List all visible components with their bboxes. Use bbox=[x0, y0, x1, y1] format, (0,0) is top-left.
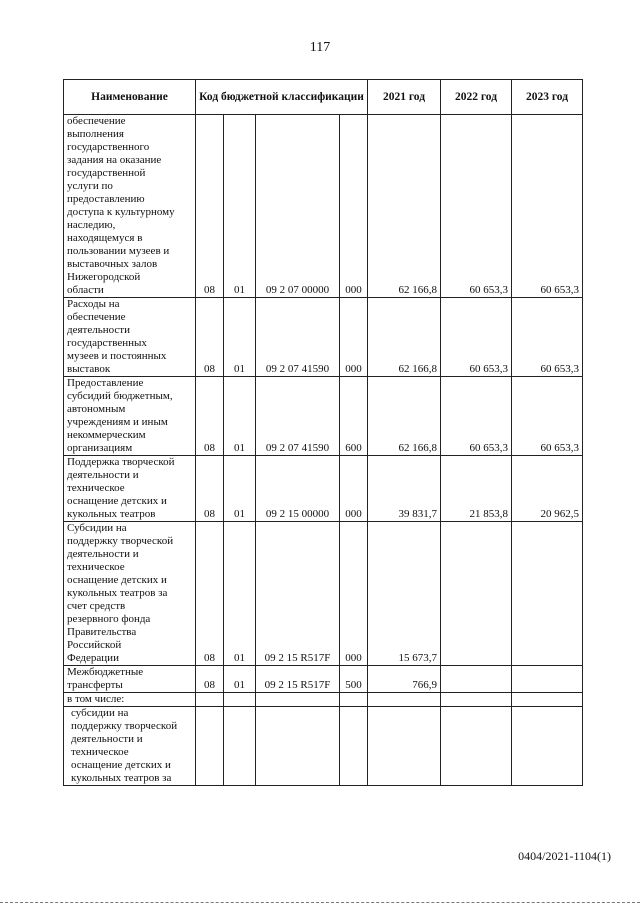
value-2023 bbox=[512, 522, 583, 666]
page-number: 117 bbox=[309, 40, 331, 55]
table-row bbox=[64, 522, 583, 666]
table-header-row bbox=[64, 80, 583, 115]
code-subsection: 01 bbox=[224, 298, 256, 377]
code-section: 08 bbox=[196, 666, 224, 693]
table-row bbox=[64, 693, 583, 707]
code-section bbox=[196, 693, 224, 707]
value-2023 bbox=[512, 666, 583, 693]
row-name: Поддержка творческой деятельности и техническое оснащение детских и кукольных театров bbox=[64, 456, 196, 522]
value-2022: 60 653,3 bbox=[441, 377, 512, 456]
row-name: Субсидии на поддержку творческой деятельности и техническое оснащение детских и кукольных театров за счет средств резервного фонда Правительства Российской Федерации bbox=[64, 522, 196, 666]
code-subsection bbox=[224, 693, 256, 707]
header-2021: 2021 год bbox=[368, 80, 441, 115]
code-target: 09 2 15 R517F bbox=[256, 666, 340, 693]
code-section: 08 bbox=[196, 115, 224, 298]
code-expense-type bbox=[340, 693, 368, 707]
value-2021: 39 831,7 bbox=[368, 456, 441, 522]
header-2023: 2023 год bbox=[512, 80, 583, 115]
value-2022 bbox=[441, 707, 512, 786]
code-target: 09 2 07 41590 bbox=[256, 298, 340, 377]
row-name: в том числе: bbox=[64, 693, 196, 707]
row-name: субсидии на поддержку творческой деятельности и техническое оснащение детских и кукольных театров за bbox=[64, 707, 196, 786]
code-target: 09 2 07 41590 bbox=[256, 377, 340, 456]
value-2023 bbox=[512, 707, 583, 786]
header-2022: 2022 год bbox=[441, 80, 512, 115]
row-name: обеспечение выполнения государственного задания на оказание государственной услуги по предоставлению доступа к культурному наследию, находящемуся в пользовании музеев и выставочных залов Нижегородской области bbox=[64, 115, 196, 298]
value-2021: 62 166,8 bbox=[368, 298, 441, 377]
document-number: 0404/2021-1104(1) bbox=[518, 849, 611, 863]
table-row bbox=[64, 115, 583, 298]
value-2023: 60 653,3 bbox=[512, 377, 583, 456]
code-target: 09 2 07 00000 bbox=[256, 115, 340, 298]
code-target: 09 2 15 00000 bbox=[256, 456, 340, 522]
code-expense-type: 000 bbox=[340, 115, 368, 298]
value-2022: 60 653,3 bbox=[441, 115, 512, 298]
value-2021 bbox=[368, 707, 441, 786]
code-subsection: 01 bbox=[224, 115, 256, 298]
code-section: 08 bbox=[196, 456, 224, 522]
value-2022 bbox=[441, 522, 512, 666]
row-name: Расходы на обеспечение деятельности государственных музеев и постоянных выставок bbox=[64, 298, 196, 377]
value-2021 bbox=[368, 693, 441, 707]
value-2021: 62 166,8 bbox=[368, 115, 441, 298]
header-code: Код бюджетной классификации bbox=[196, 80, 368, 115]
table-row bbox=[64, 298, 583, 377]
value-2023: 20 962,5 bbox=[512, 456, 583, 522]
code-target bbox=[256, 707, 340, 786]
value-2021: 15 673,7 bbox=[368, 522, 441, 666]
row-name: Межбюджетные трансферты bbox=[64, 666, 196, 693]
code-expense-type: 600 bbox=[340, 377, 368, 456]
code-subsection: 01 bbox=[224, 456, 256, 522]
value-2023 bbox=[512, 693, 583, 707]
code-expense-type: 000 bbox=[340, 298, 368, 377]
value-2023: 60 653,3 bbox=[512, 298, 583, 377]
code-subsection: 01 bbox=[224, 377, 256, 456]
code-target bbox=[256, 693, 340, 707]
code-expense-type: 000 bbox=[340, 522, 368, 666]
table-row bbox=[64, 456, 583, 522]
value-2022 bbox=[441, 666, 512, 693]
value-2022: 21 853,8 bbox=[441, 456, 512, 522]
code-section bbox=[196, 707, 224, 786]
value-2022: 60 653,3 bbox=[441, 298, 512, 377]
code-subsection bbox=[224, 707, 256, 786]
code-expense-type: 000 bbox=[340, 456, 368, 522]
code-expense-type bbox=[340, 707, 368, 786]
table-row bbox=[64, 377, 583, 456]
row-name: Предоставление субсидий бюджетным, автономным учреждениям и иным некоммерческим организациям bbox=[64, 377, 196, 456]
value-2022 bbox=[441, 693, 512, 707]
header-name: Наименование bbox=[64, 80, 196, 115]
value-2021: 766,9 bbox=[368, 666, 441, 693]
code-subsection: 01 bbox=[224, 666, 256, 693]
scan-edge-line bbox=[0, 900, 640, 903]
code-section: 08 bbox=[196, 377, 224, 456]
code-section: 08 bbox=[196, 522, 224, 666]
code-section: 08 bbox=[196, 298, 224, 377]
code-subsection: 01 bbox=[224, 522, 256, 666]
code-expense-type: 500 bbox=[340, 666, 368, 693]
value-2021: 62 166,8 bbox=[368, 377, 441, 456]
table-row bbox=[64, 666, 583, 693]
value-2023: 60 653,3 bbox=[512, 115, 583, 298]
code-target: 09 2 15 R517F bbox=[256, 522, 340, 666]
table-row bbox=[64, 707, 583, 786]
budget-table bbox=[63, 79, 583, 786]
